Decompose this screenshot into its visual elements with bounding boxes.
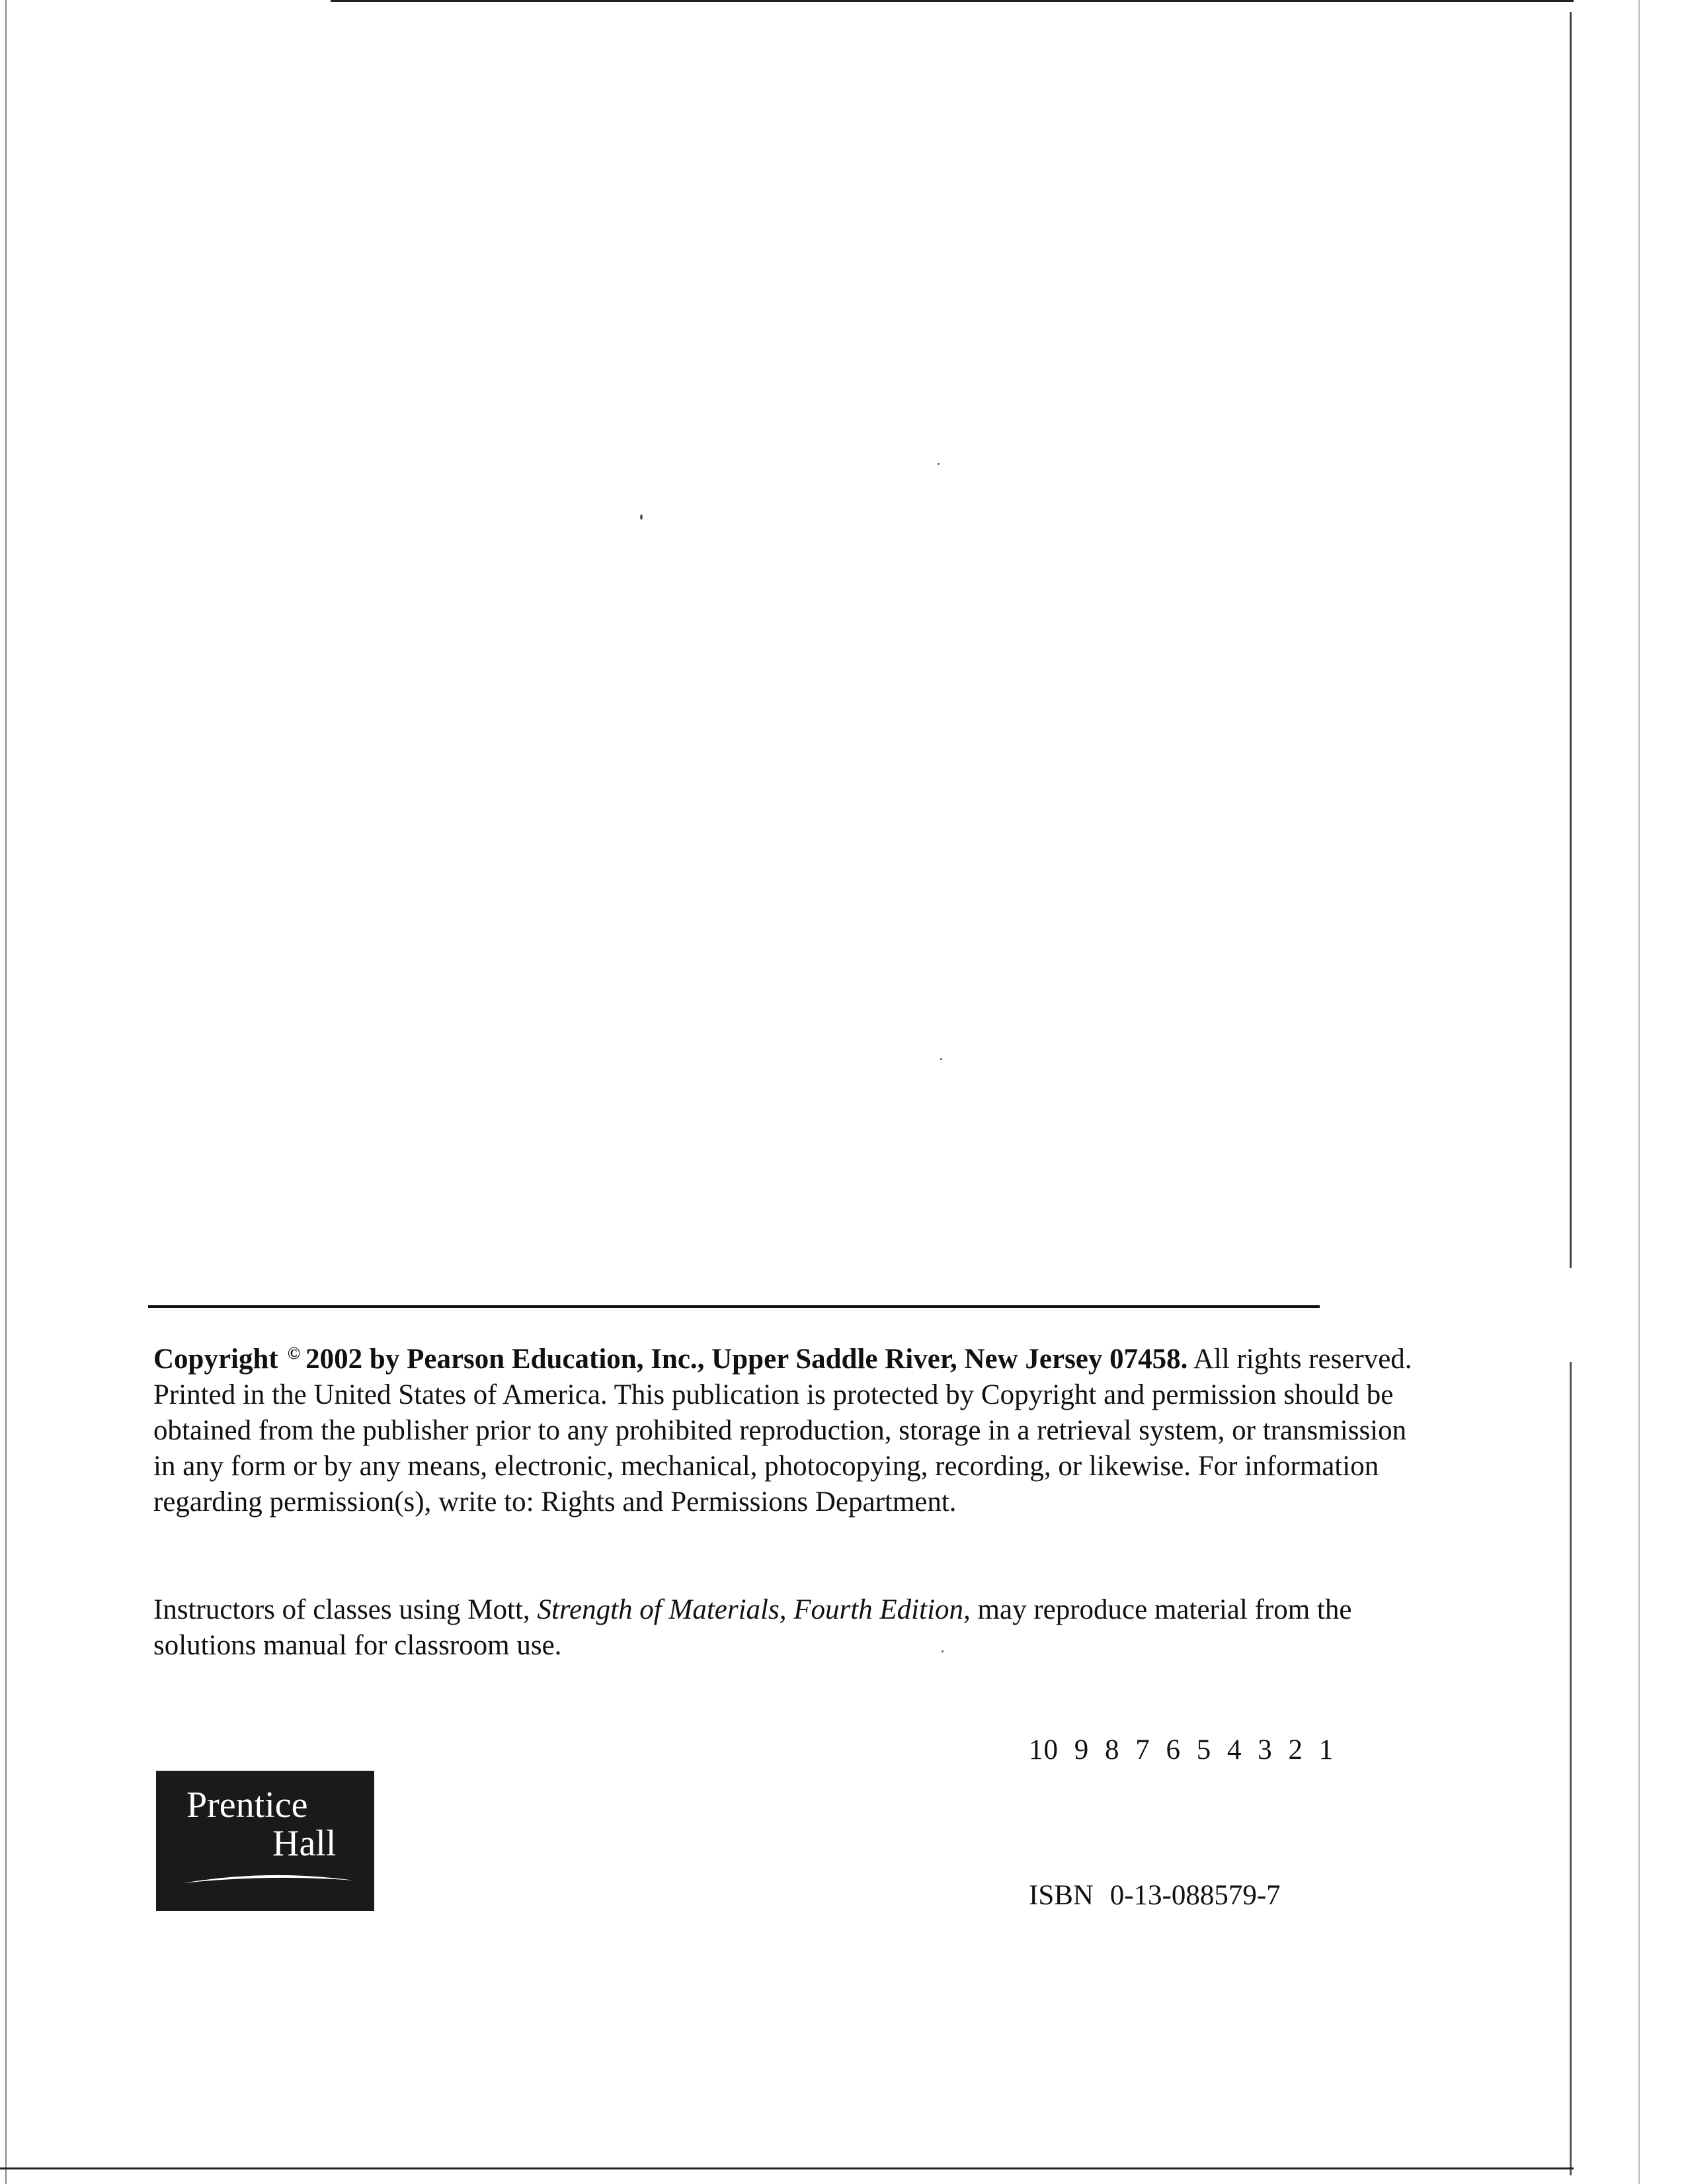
copyright-publisher: 2002 by Pearson Education, Inc., Upper Saddle River, New Jersey 07458. bbox=[305, 1344, 1188, 1375]
page-edge-bottom bbox=[0, 2167, 1574, 2169]
instructors-notice bbox=[153, 1592, 1423, 1664]
book-title: Strength of Materials, Fourth Edition, bbox=[537, 1594, 971, 1625]
scan-speck bbox=[640, 514, 643, 520]
copyright-body: All rights reserved. Printed in the United States of America. This publication is protected by Copyright and permission should be obtained from the publisher prior to any prohibited reproduction, storage in a retrieval system, or transmission in any form or by any means, electronic, mechanical, photocopying, recording, or likewise. For information regarding permission(s), write to: Rights and Permissions Department. bbox=[153, 1344, 1412, 1517]
copyright-notice bbox=[153, 1336, 1423, 1520]
copyright-label: Copyright bbox=[153, 1344, 278, 1375]
copyright-symbol: © bbox=[287, 1344, 301, 1363]
printing-line: 10 9 8 7 6 5 4 3 2 1 bbox=[1029, 1734, 1334, 1765]
isbn-number: 0-13-088579-7 bbox=[1109, 1880, 1281, 1911]
scan-speck bbox=[940, 1058, 942, 1060]
instructors-prefix: Instructors of classes using Mott, bbox=[153, 1594, 530, 1625]
logo-swoosh-icon bbox=[156, 1863, 374, 1903]
instructors-suffix: may reproduce material from the solutions manual for classroom use. bbox=[153, 1594, 1352, 1661]
page-edge-right bbox=[1570, 12, 1572, 1268]
separator-rule bbox=[148, 1305, 1320, 1308]
isbn bbox=[1029, 1879, 1281, 1912]
scan-shadow bbox=[1638, 0, 1640, 2184]
page-edge-left bbox=[5, 0, 7, 2184]
page-edge-top bbox=[331, 0, 1574, 2]
page-edge-right-lower bbox=[1570, 1362, 1572, 2175]
prentice-hall-logo bbox=[156, 1771, 374, 1911]
logo-line-2: Hall bbox=[272, 1823, 337, 1864]
scan-speck bbox=[938, 463, 940, 465]
isbn-label: ISBN bbox=[1029, 1880, 1094, 1911]
logo-line-1: Prentice bbox=[186, 1785, 308, 1826]
